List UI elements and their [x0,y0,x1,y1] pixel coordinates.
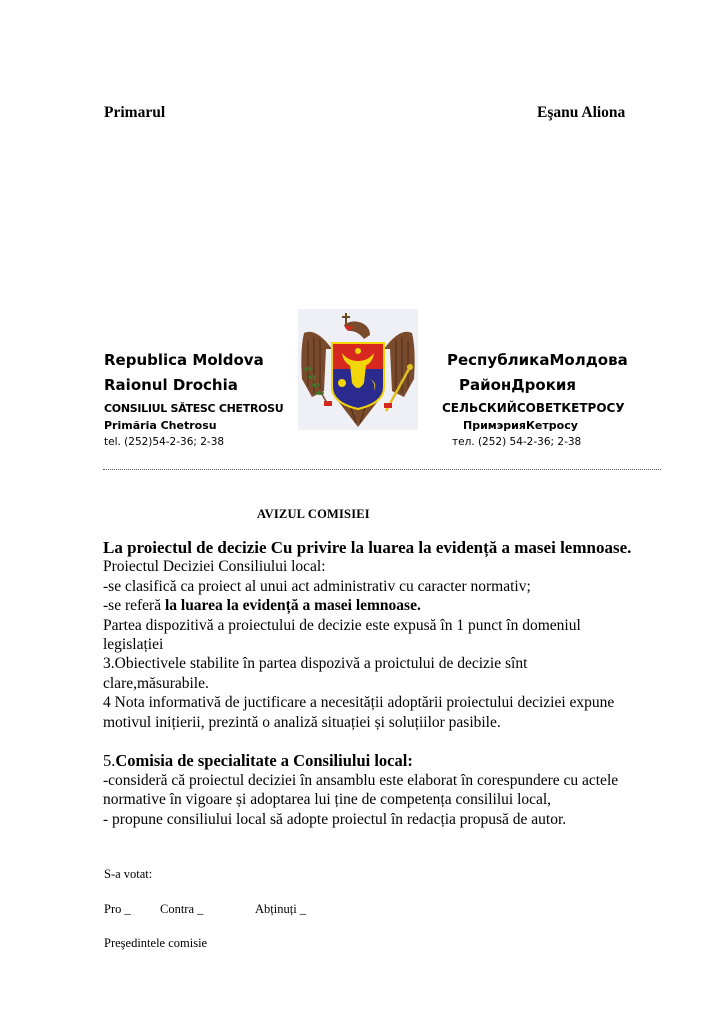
section-5-number: 5. [103,751,116,771]
body-line: -consideră că proiectul deciziei în ansamblu este elaborat în corespundere cu actele [103,771,619,789]
header-phone-ru: тел. (252) 54-2-36; 2-38 [452,436,582,448]
moldova-coat-of-arms-icon [298,309,418,430]
section-5-title [103,751,693,770]
body-line: 4 Nota informativă de juctificare a necesității adoptării proiectului deciziei expune [103,694,615,712]
header-mayoralty-ro: Primăria Chetrosu [104,419,217,432]
committee-president: Preşedintele comisie [104,936,208,950]
dotted-separator [103,469,661,470]
body-line: Proiectul Deciziei Consiliului local: [103,558,326,576]
body-line: motivul inițierii, prezintă o analiză situației și soluțiilor pasibile. [103,713,501,731]
body-line: Partea dispozitivă a proiectului de decizie este expusă în 1 punct în domeniul [103,616,581,634]
document-body [103,538,693,829]
shield [332,343,384,409]
body-line: normative în vigoare și adoptarea lui ține de competența consililui local, [103,791,552,809]
signature-title: Primarul [104,104,166,121]
document-heading: AVIZUL COMISIEI [257,507,370,521]
header-district-ru: РайонДрокия [459,376,577,394]
signature-name: Eşanu Aliona [537,104,626,121]
body-line: -se clasifică ca proiect al unui act administrativ cu caracter normativ; [103,577,531,595]
body-line: 3.Obiectivele stabilite în partea dispozivă a proictului de decizie sînt [103,655,528,673]
eagle-left-wing [301,332,332,397]
header-mayoralty-ru: ПримэрияКетросу [463,419,578,432]
body-line-refers [103,596,693,615]
vote-abtinuti: Abținuți _ [255,902,307,916]
refers-prefix: -se referă [103,597,165,615]
body-line: - propune consiliului local să adopte proiectul în redacția propusă de autor. [103,810,567,828]
header-phone-ro: tel. (252)54-2-36; 2-38 [104,436,225,448]
header-district-ro: Raionul Drochia [104,376,238,394]
coat-of-arms-emblem [298,309,418,430]
section-5-heading: Comisia de specialitate a Consiliului local: [115,751,413,771]
header-country-ro: Republica Moldova [104,351,264,369]
header-council-ro: CONSILIUL SĂTESC CHETROSU [104,402,284,415]
body-line: legislației [103,636,164,654]
vote-contra: Contra _ [160,902,204,916]
header-council-ru: СЕЛЬСКИЙСОВЕТКЕТРОСУ [442,401,625,415]
refers-bold: la luarea la evidență a masei lemnoase. [164,597,421,615]
vote-label: S-a votat: [104,867,153,881]
header-country-ru: РеспубликаМолдова [447,351,628,369]
document-subject: La proiectul de decizie Cu privire la luarea la evidență a masei lemnoase. [103,538,632,557]
vote-pro: Pro _ [104,902,131,916]
body-line: clare,măsurabile. [103,674,209,692]
